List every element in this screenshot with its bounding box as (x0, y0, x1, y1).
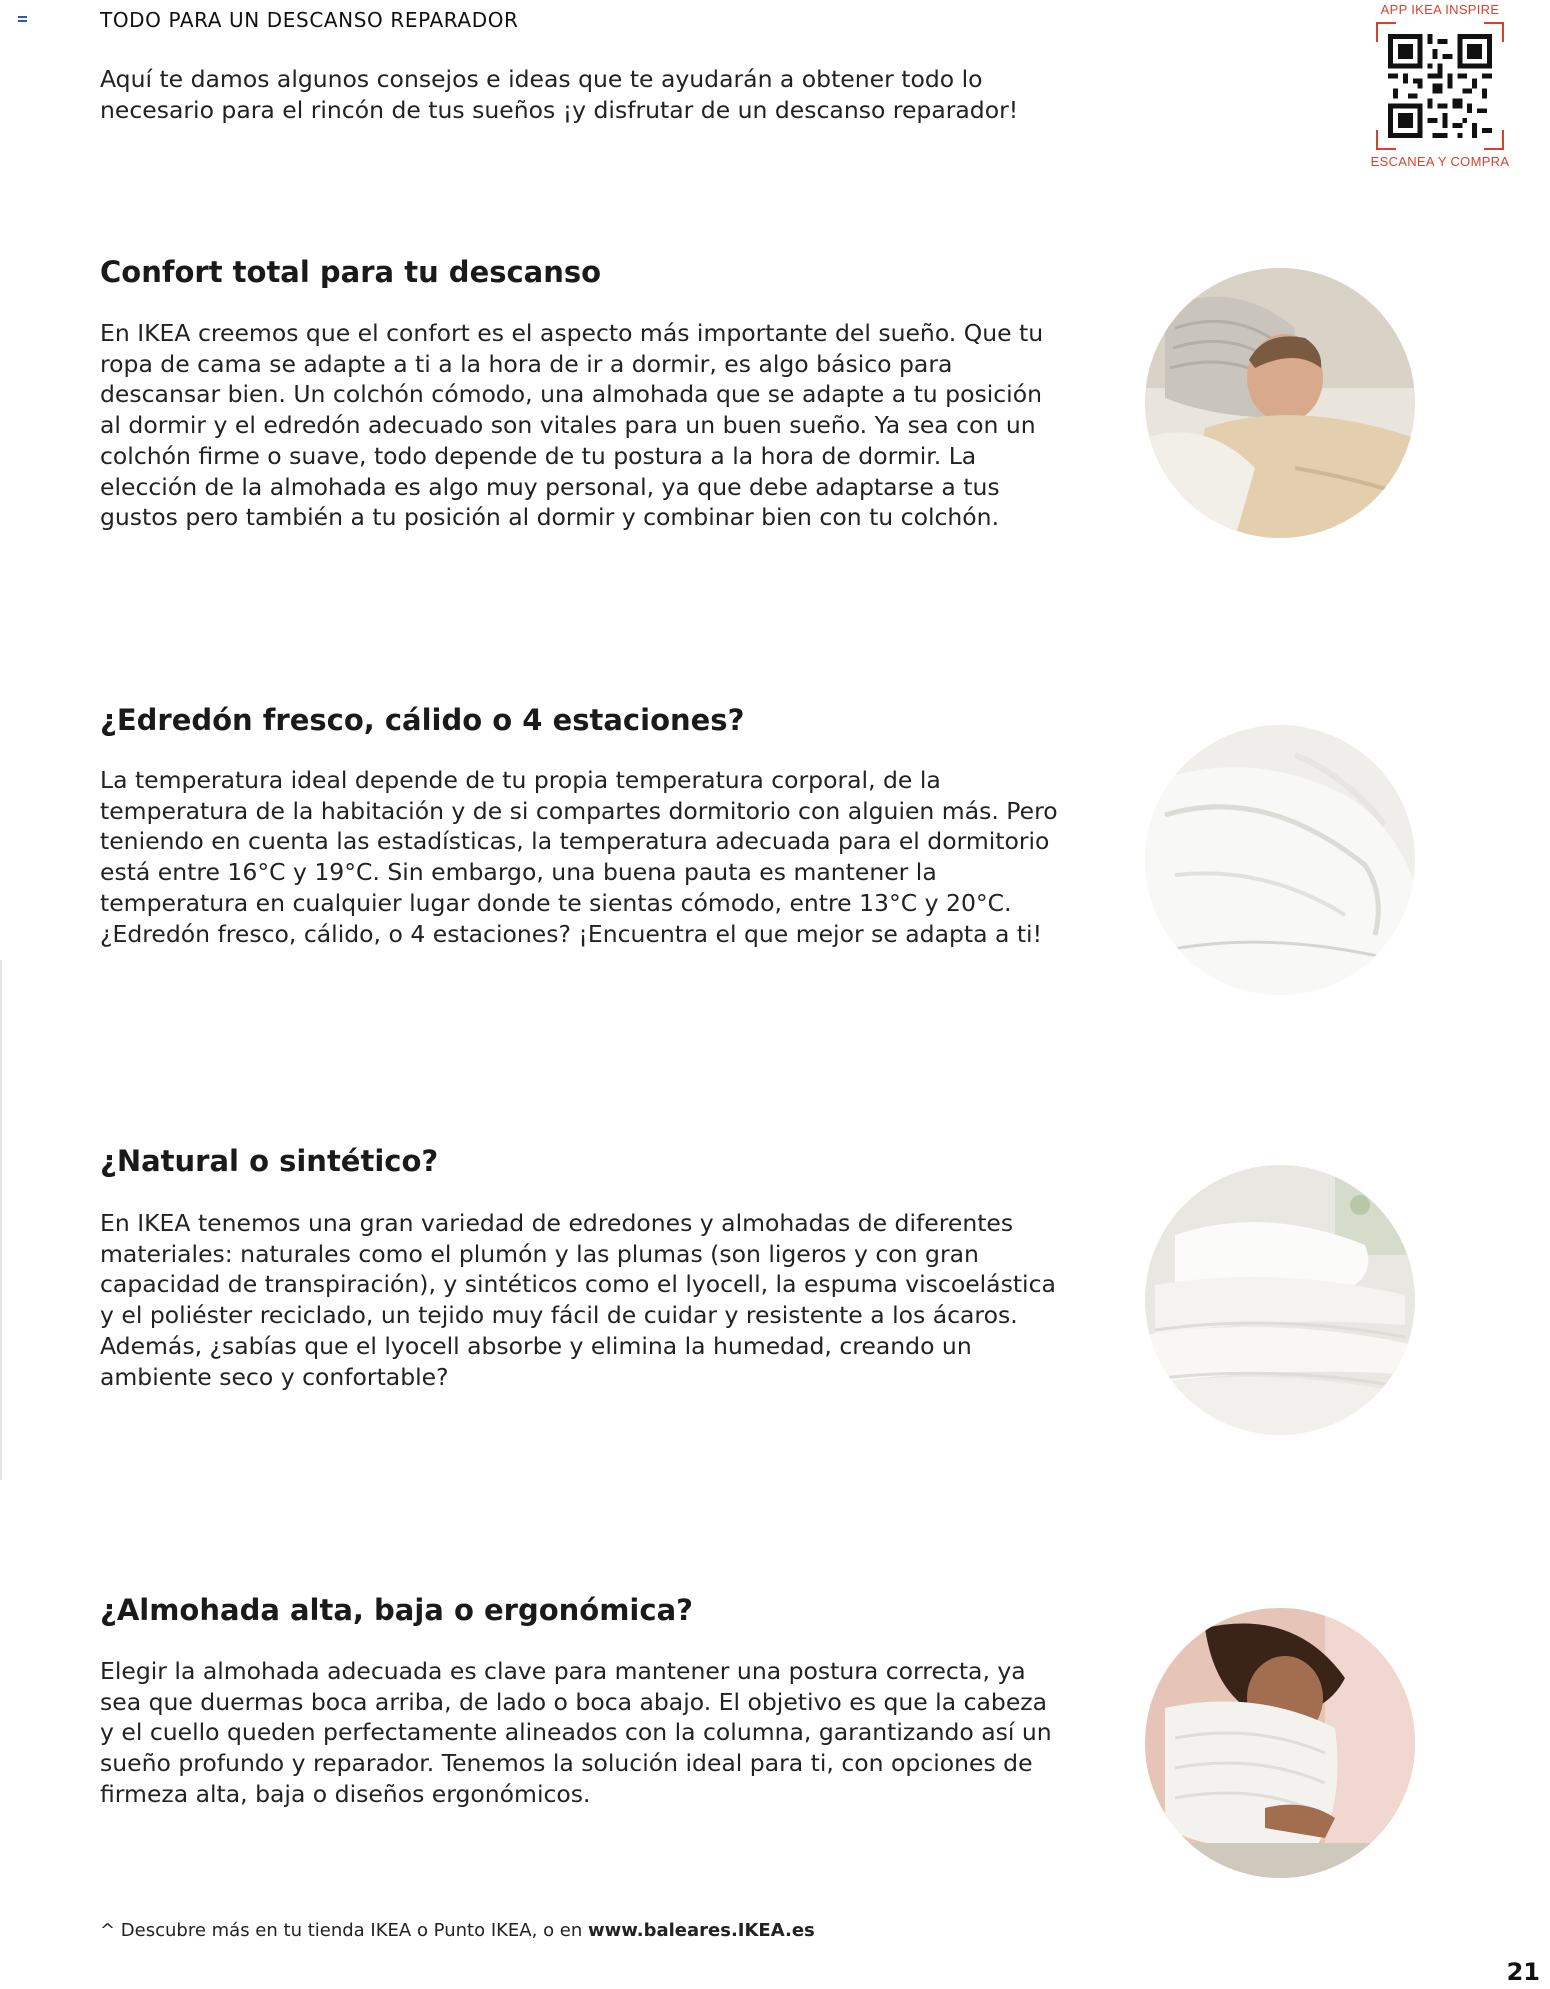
photo-duvet (1145, 725, 1415, 995)
qr-code-icon[interactable] (1388, 34, 1492, 138)
section-body-almohada: Elegir la almohada adecuada es clave para mantener una postura correcta, ya sea que duermas boca arriba, de lado o boca abajo. El objetivo es que la cabeza y el cuello queden perfectamente alineados con la columna, garantizando así un sueño profundo y reparador. Tenemos la solución ideal para ti, con opciones de firmeza alta, baja o diseños ergonómicos. (100, 1657, 1052, 1808)
page-number: 21 (1506, 1958, 1540, 1986)
page-eyebrow: TODO PARA UN DESCANSO REPARADOR (100, 8, 519, 32)
menu-icon[interactable] (18, 16, 27, 25)
section-body-edredon: La temperatura ideal depende de tu propia temperatura corporal, de la temperatura de la habitación y de si compartes dormitorio con alguien más. Pero teniendo en cuenta las estadísticas, la temperatura adecuada para el dormitorio está entre 16°C y 19°C. Sin embargo, una buena pauta es mantener la temperatura en cualquier lugar donde te sientas cómodo, entre 13°C y 20°C. ¿Edredón fresco, cálido, o 4 estaciones? ¡Encuentra el que mejor se adapta a ti! (100, 766, 1058, 948)
footnote (100, 1920, 815, 1941)
qr-top-label: APP IKEA INSPIRE (1380, 2, 1500, 17)
section-title-natural: ¿Natural o sintético? (100, 1144, 439, 1178)
store-website-link[interactable]: www.baleares.IKEA.es (588, 1920, 815, 1941)
qr-bottom-label: ESCANEA Y COMPRA (1370, 154, 1510, 169)
qr-block[interactable] (1370, 0, 1510, 175)
photo-man-sleeping (1145, 268, 1415, 538)
qr-frame (1376, 22, 1504, 150)
section-title-confort: Confort total para tu descanso (100, 255, 602, 289)
photo-woman-pillow (1145, 1608, 1415, 1878)
section-title-almohada: ¿Almohada alta, baja o ergonómica? (100, 1593, 693, 1627)
footnote-text: ^ Descubre más en tu tienda IKEA o Punto IKEA, o en (100, 1920, 589, 1941)
intro-text: Aquí te damos algunos consejos e ideas que te ayudarán a obtener todo lo necesario para el rincón de tus sueños ¡y disfrutar de un descanso reparador! (100, 65, 1019, 124)
section-body-natural: En IKEA tenemos una gran variedad de edredones y almohadas de diferentes materiales: naturales como el plumón y las plumas (son ligeros y con gran capacidad de transpiración), y sintéticos como el lyocell, la espuma viscoelástica y el poliéster reciclado, un tejido muy fácil de cuidar y resistente a los ácaros. Además, ¿sabías que el lyocell absorbe y elimina la humedad, creando un ambiente seco y confortable? (100, 1209, 1056, 1391)
left-edge-rule (0, 960, 2, 1480)
photo-pillows-stack (1145, 1165, 1415, 1435)
section-body-confort: En IKEA creemos que el confort es el aspecto más importante del sueño. Que tu ropa de cama se adapte a ti a la hora de ir a dormir, es algo básico para descansar bien. Un colchón cómodo, una almohada que se adapte a tu posición al dormir y el edredón adecuado son vitales para un buen sueño. Ya sea con un colchón firme o suave, todo depende de tu postura a la hora de dormir. La elección de la almohada es algo muy personal, ya que debe adaptarse a tus gustos pero también a tu posición al dormir y combinar bien con tu colchón. (100, 319, 1044, 532)
section-title-edredon: ¿Edredón fresco, cálido o 4 estaciones? (100, 703, 745, 737)
